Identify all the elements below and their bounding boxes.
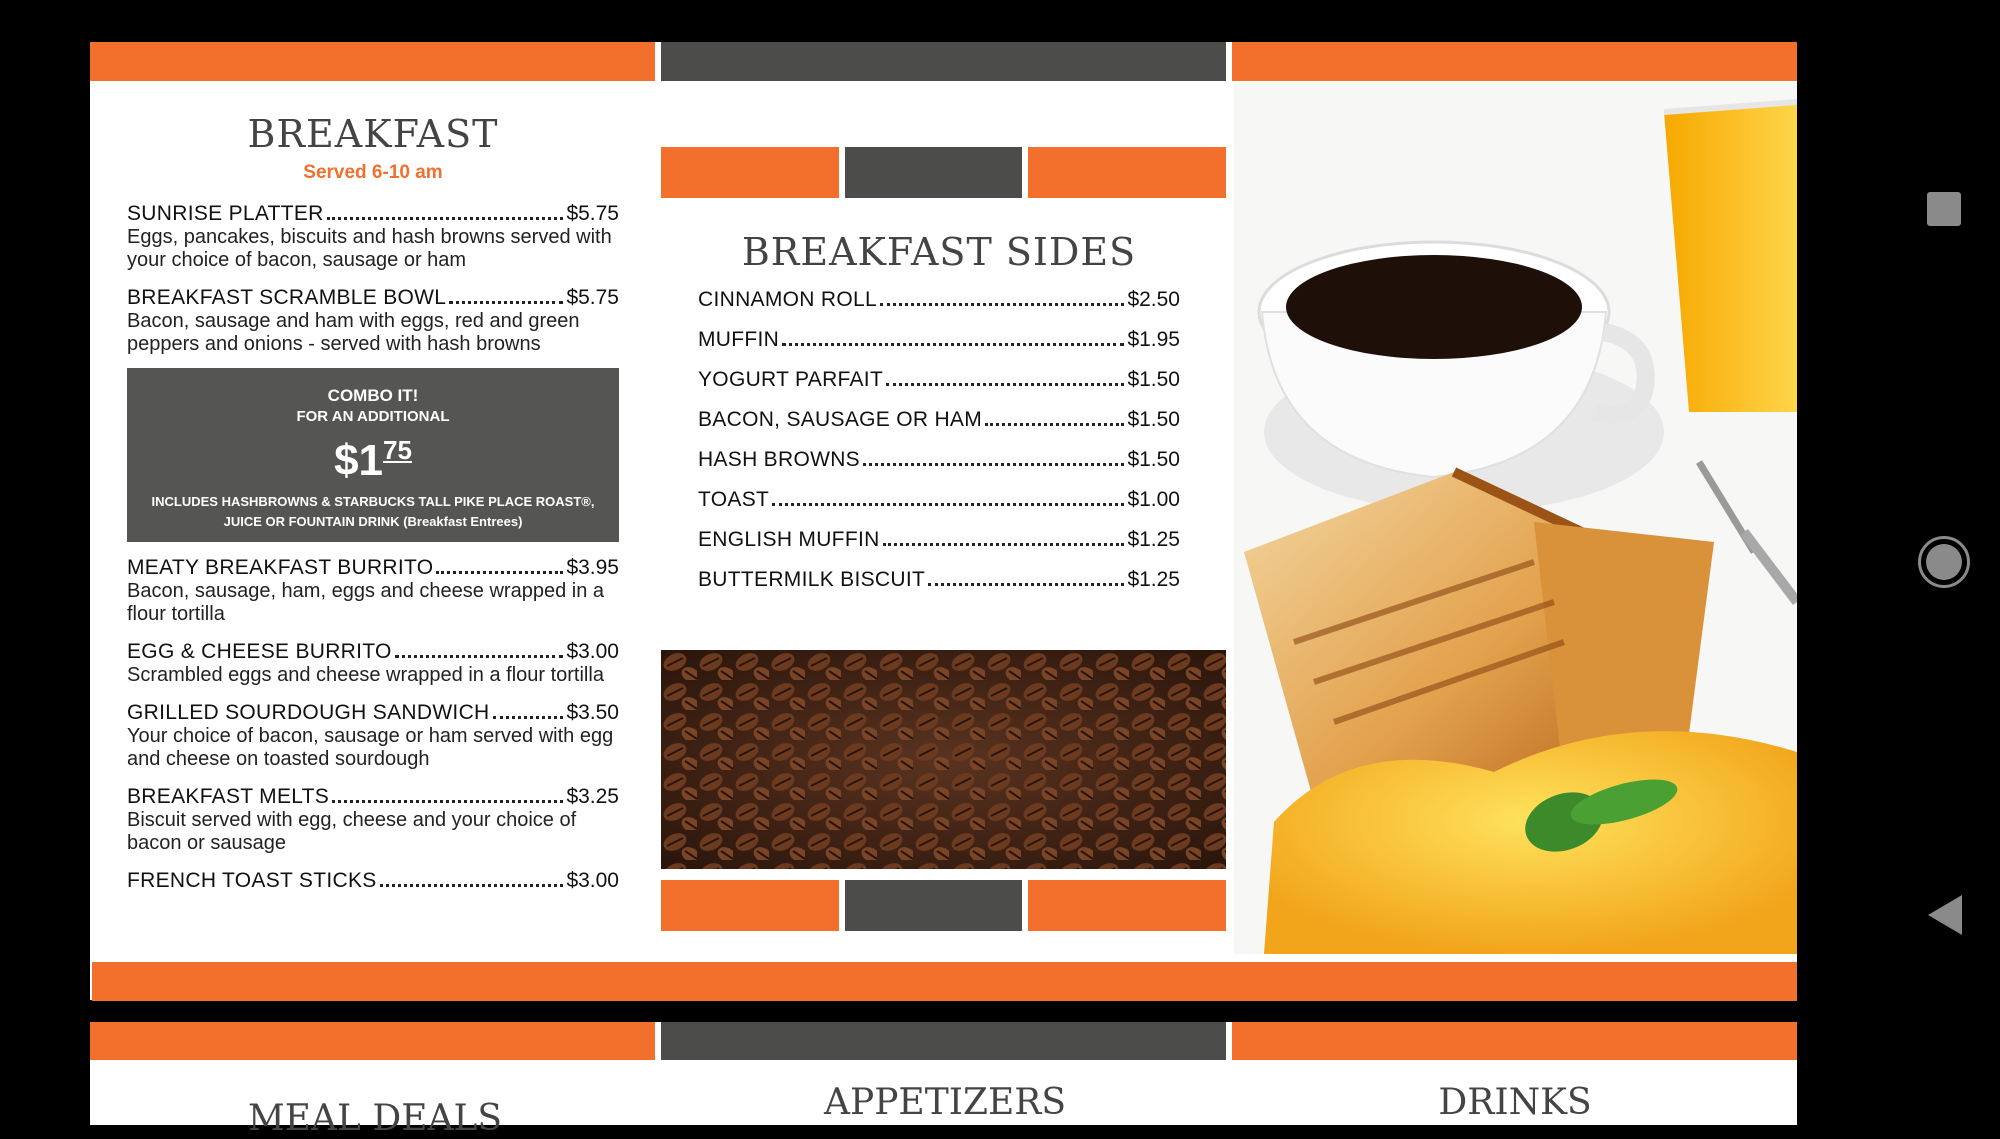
next-header-bar-right xyxy=(1232,1022,1797,1060)
leader-dots xyxy=(332,800,563,803)
side-item-price: $1.50 xyxy=(1127,408,1180,431)
leader-dots xyxy=(883,543,1125,546)
beans-bar-left xyxy=(661,880,839,931)
breakfast-items-bottom xyxy=(127,556,619,893)
leader-dots xyxy=(863,463,1124,466)
side-item-name: YOGURT PARFAIT xyxy=(698,368,884,391)
menu-item-name: GRILLED SOURDOUGH SANDWICH xyxy=(127,701,490,724)
leader-dots xyxy=(772,503,1124,506)
menu-item-price: $3.95 xyxy=(566,556,619,579)
side-item xyxy=(698,448,1180,472)
combo-box xyxy=(127,368,619,542)
menu-item-description: Eggs, pancakes, biscuits and hash browns served with your choice of bacon, sausage or ham xyxy=(127,226,612,271)
side-item xyxy=(698,568,1180,592)
leader-dots xyxy=(436,571,563,574)
side-item-name: HASH BROWNS xyxy=(698,448,860,471)
breakfast-photo xyxy=(1234,82,1797,954)
breakfast-served-hours: Served 6-10 am xyxy=(303,162,443,183)
menu-item-name: SUNRISE PLATTER xyxy=(127,202,324,225)
header-bar-center xyxy=(661,42,1226,81)
menu-item-description: Bacon, sausage, ham, eggs and cheese wrapped in a flour tortilla xyxy=(127,580,604,625)
breakfast-title: BREAKFAST xyxy=(247,112,499,156)
side-item-price: $1.50 xyxy=(1127,368,1180,391)
side-item-name: BUTTERMILK BISCUIT xyxy=(698,568,926,591)
leader-dots xyxy=(327,217,564,220)
breakfast-column xyxy=(127,112,619,893)
back-triangle-icon[interactable] xyxy=(1928,895,1962,935)
side-item-name: TOAST xyxy=(698,488,770,511)
side-item-name: MUFFIN xyxy=(698,328,780,351)
combo-subheadline: FOR AN ADDITIONAL xyxy=(296,408,450,425)
coffee-beans-image xyxy=(661,650,1226,869)
side-item-price: $2.50 xyxy=(1127,288,1180,311)
beans-bar-center xyxy=(845,880,1022,931)
breakfast-items-top xyxy=(127,202,619,356)
breakfast-photo-illustration xyxy=(1234,82,1797,954)
side-item-name: ENGLISH MUFFIN xyxy=(698,528,880,551)
side-item-price: $1.25 xyxy=(1127,568,1180,591)
side-item-price: $1.50 xyxy=(1127,448,1180,471)
menu-item-name: MEATY BREAKFAST BURRITO xyxy=(127,556,434,579)
side-item-price: $1.95 xyxy=(1127,328,1180,351)
beans-bar-right xyxy=(1028,880,1226,931)
system-navigation-bar xyxy=(1800,0,2000,1125)
leader-dots xyxy=(782,343,1124,346)
leader-dots xyxy=(493,716,564,719)
combo-details xyxy=(135,492,611,532)
menu-item xyxy=(127,640,619,687)
leader-dots xyxy=(985,423,1124,426)
menu-item-description: Bacon, sausage and ham with eggs, red and green peppers and onions - served with hash browns xyxy=(127,310,580,355)
meal-deals-title: MEAL DEALS xyxy=(247,1098,503,1139)
home-circle-icon[interactable] xyxy=(1918,536,1970,588)
combo-details-line1: INCLUDES HASHBROWNS & STARBUCKS TALL PIKE PLACE ROAST®, xyxy=(151,494,595,509)
breakfast-sides-column xyxy=(698,230,1180,608)
sides-bar-right xyxy=(1028,147,1226,198)
combo-price xyxy=(135,427,611,484)
leader-dots xyxy=(880,303,1125,306)
menu-item-description: Your choice of bacon, sausage or ham served with egg and cheese on toasted sourdough xyxy=(127,725,614,770)
menu-item-price: $3.00 xyxy=(566,640,619,663)
menu-item-price: $3.25 xyxy=(566,785,619,808)
combo-price-cents: 75 xyxy=(383,435,412,465)
header-bar-left xyxy=(90,42,655,81)
sides-title: BREAKFAST SIDES xyxy=(741,230,1137,274)
appetizers-title: APPETIZERS xyxy=(823,1082,1066,1123)
combo-details-line2: JUICE OR FOUNTAIN DRINK (Breakfast Entrees) xyxy=(223,514,523,529)
menu-item-price: $3.50 xyxy=(566,701,619,724)
menu-item xyxy=(127,556,619,626)
leader-dots xyxy=(928,583,1124,586)
footer-bar xyxy=(92,962,1797,1001)
sides-bar-center xyxy=(845,147,1022,198)
next-header-bar-center xyxy=(661,1022,1226,1060)
next-header-bar-left xyxy=(90,1022,655,1060)
menu-item-price: $3.00 xyxy=(566,869,619,892)
menu-item-name: BREAKFAST MELTS xyxy=(127,785,330,808)
leader-dots xyxy=(449,301,563,304)
side-item-price: $1.00 xyxy=(1127,488,1180,511)
menu-item-name: BREAKFAST SCRAMBLE BOWL xyxy=(127,286,447,309)
menu-item-price: $5.75 xyxy=(566,286,619,309)
sides-bar-left xyxy=(661,147,839,198)
menu-item xyxy=(127,785,619,855)
leader-dots xyxy=(395,655,564,658)
combo-headline: COMBO IT! xyxy=(327,386,419,405)
menu-item xyxy=(127,286,619,356)
menu-item xyxy=(127,701,619,771)
side-item-name: BACON, SAUSAGE OR HAM xyxy=(698,408,983,431)
menu-item-price: $5.75 xyxy=(566,202,619,225)
drinks-title: DRINKS xyxy=(1438,1082,1592,1123)
menu-item-description: Biscuit served with egg, cheese and your choice of bacon or sausage xyxy=(127,809,577,854)
side-item xyxy=(698,408,1180,432)
side-item xyxy=(698,288,1180,312)
side-item-price: $1.25 xyxy=(1127,528,1180,551)
side-item xyxy=(698,488,1180,512)
side-item xyxy=(698,528,1180,552)
coffee-beans-illustration xyxy=(661,650,1226,869)
header-bar-right xyxy=(1232,42,1797,81)
side-item-name: CINNAMON ROLL xyxy=(698,288,877,311)
recents-square-icon[interactable] xyxy=(1927,192,1961,226)
menu-item xyxy=(127,202,619,272)
menu-item-description: Scrambled eggs and cheese wrapped in a flour tortilla xyxy=(127,664,604,686)
side-item xyxy=(698,328,1180,352)
menu-item-name: FRENCH TOAST STICKS xyxy=(127,869,377,892)
side-item xyxy=(698,368,1180,392)
leader-dots xyxy=(886,383,1124,386)
menu-item xyxy=(127,869,619,893)
leader-dots xyxy=(380,884,564,887)
combo-price-dollars: $1 xyxy=(334,436,384,485)
menu-item-name: EGG & CHEESE BURRITO xyxy=(127,640,392,663)
